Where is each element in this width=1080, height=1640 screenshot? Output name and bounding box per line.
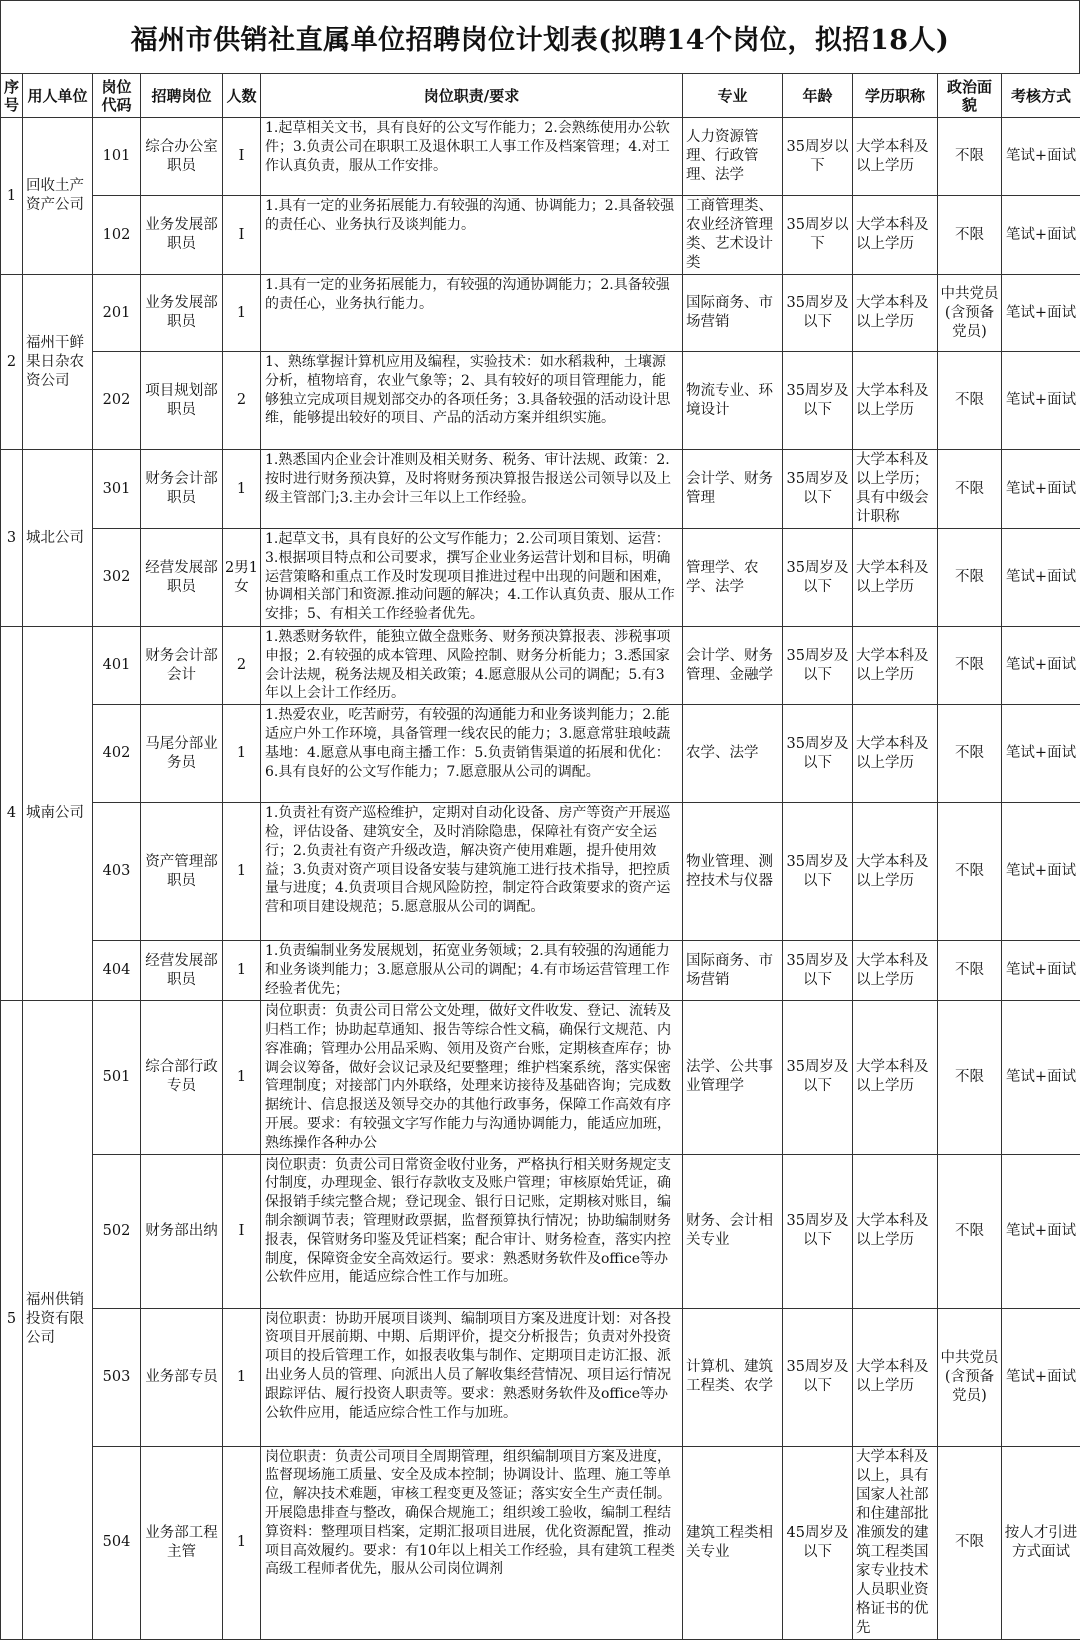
political-status: 中共党员(含预备党员) [938, 275, 1002, 352]
political-status: 不限 [938, 118, 1002, 196]
exam-method: 笔试+面试 [1002, 1154, 1080, 1308]
age-requirement: 35周岁以下 [783, 118, 853, 196]
job-duty: 岗位职责：负责公司日常公文处理，做好文件收发、登记、流转及归档工作；协助起草通知、报告等综合性文稿，确保行文规范、内容准确；管理办公用品采购、领用及资产台账，定期核查库存；协调会议筹备，做好会议记录及纪要整理；维护档案系统，落实保密管理制度；对接部门内外联络，处理来访接待及基础咨询；完成数据统计、信息报送及领导交办的其他行政事务，保障工作高效有序开展。要求：有较强文字写作能力与沟通协调能力，能适应加班，熟练操作各种办公 [261, 1001, 683, 1154]
age-requirement: 35周岁及以下 [783, 352, 853, 450]
major-requirement: 财务、会计相关专业 [683, 1154, 783, 1308]
table-row [1, 705, 1080, 803]
exam-method: 按人才引进方式面试 [1002, 1446, 1080, 1639]
headcount: 1 [223, 1446, 261, 1639]
major-requirement: 国际商务、市场营销 [683, 275, 783, 352]
major-requirement: 会计学、财务管理、金融学 [683, 627, 783, 705]
education-requirement: 大学本科及以上学历 [853, 627, 938, 705]
job-title: 项目规划部职员 [141, 352, 223, 450]
table-row [1, 352, 1080, 450]
major-requirement: 会计学、财务管理 [683, 450, 783, 529]
political-status: 不限 [938, 196, 1002, 275]
table-row [1, 275, 1080, 352]
exam-method: 笔试+面试 [1002, 1001, 1080, 1154]
headcount: 1 [223, 705, 261, 803]
headcount: 1 [223, 450, 261, 529]
age-requirement: 35周岁以下 [783, 196, 853, 275]
job-title: 马尾分部业务员 [141, 705, 223, 803]
age-requirement: 35周岁及以下 [783, 275, 853, 352]
header-post: 招聘岗位 [141, 74, 223, 118]
exam-method: 笔试+面试 [1002, 352, 1080, 450]
table-row [1, 627, 1080, 705]
job-code: 102 [93, 196, 141, 275]
age-requirement: 35周岁及以下 [783, 1154, 853, 1308]
education-requirement: 大学本科及以上学历 [853, 1001, 938, 1154]
unit-number: 2 [1, 275, 23, 450]
table-row [1, 1308, 1080, 1446]
education-requirement: 大学本科及以上学历 [853, 275, 938, 352]
unit-number: 4 [1, 627, 23, 1001]
table-row [1, 529, 1080, 627]
major-requirement: 法学、公共事业管理学 [683, 1001, 783, 1154]
header-code: 岗位代码 [93, 74, 141, 118]
age-requirement: 35周岁及以下 [783, 705, 853, 803]
job-code: 502 [93, 1154, 141, 1308]
political-status: 不限 [938, 705, 1002, 803]
job-title: 资产管理部职员 [141, 803, 223, 941]
job-duty: 1.熟悉财务软件，能独立做全盘账务、财务预决算报表、涉税事项申报；2.有较强的成本管理、风险控制、财务分析能力；3.悉国家会计法规，税务法规及相关政策；4.愿意服从公司的调配；5.有3年以上会计工作经历。 [261, 627, 683, 705]
education-requirement: 大学本科及以上学历 [853, 803, 938, 941]
job-duty: 1、熟练掌握计算机应用及编程，实验技术：如水稻栽种，土壤源分析，植物培育，农业气象等；2、具有较好的项目管理能力，能够独立完成项目规划部交办的各项任务；3.具备较强的活动设计思维，能够提出较好的项目、产品的活动方案并组织实施。 [261, 352, 683, 450]
political-status: 不限 [938, 941, 1002, 1001]
header-major: 专业 [683, 74, 783, 118]
major-requirement: 管理学、农学、法学 [683, 529, 783, 627]
exam-method: 笔试+面试 [1002, 803, 1080, 941]
unit-name: 城北公司 [23, 450, 93, 627]
age-requirement: 35周岁及以下 [783, 627, 853, 705]
political-status: 不限 [938, 803, 1002, 941]
job-title: 业务发展部职员 [141, 196, 223, 275]
exam-method: 笔试+面试 [1002, 450, 1080, 529]
table-row [1, 803, 1080, 941]
exam-method: 笔试+面试 [1002, 275, 1080, 352]
major-requirement: 工商管理类、农业经济管理类、艺术设计类 [683, 196, 783, 275]
headcount: 1 [223, 1308, 261, 1446]
job-duty: 岗位职责：负责公司项目全周期管理，组织编制项目方案及进度，监督现场施工质量、安全及成本控制；协调设计、监理、施工等单位，解决技术难题，审核工程变更及签证；落实安全生产责任制。开展隐患排查与整改，确保合规施工；组织竣工验收，编制工程结算资料：整理项目档案，定期汇报项目进展，优化资源配置，推动项目高效履约。要求：有10年以上相关工作经验，具有建筑工程类高级工程师者优先，服从公司岗位调剂 [261, 1446, 683, 1639]
major-requirement: 建筑工程类相关专业 [683, 1446, 783, 1639]
exam-method: 笔试+面试 [1002, 705, 1080, 803]
age-requirement: 35周岁及以下 [783, 1308, 853, 1446]
job-duty: 1.负责社有资产巡检维护，定期对自动化设备、房产等资产开展巡检，评估设备、建筑安全，及时消除隐患，保障社有资产安全运行；2.负责社有资产升级改造，解决资产使用难题，提升使用效益；3.负责对资产项目设备安装与建筑施工进行技术指导，把控质量与进度；4.负责项目合规风险防控，制定符合政策要求的资产运营和项目建设规范；5.愿意服从公司的调配。 [261, 803, 683, 941]
table-row [1, 1154, 1080, 1308]
exam-method: 笔试+面试 [1002, 1308, 1080, 1446]
education-requirement: 大学本科及以上学历 [853, 196, 938, 275]
header-duty: 岗位职责/要求 [261, 74, 683, 118]
table-row [1, 941, 1080, 1001]
headcount: 1 [223, 803, 261, 941]
major-requirement: 人力资源管理、行政管理、法学 [683, 118, 783, 196]
headcount: 2 [223, 352, 261, 450]
political-status: 不限 [938, 352, 1002, 450]
exam-method: 笔试+面试 [1002, 118, 1080, 196]
age-requirement: 35周岁及以下 [783, 450, 853, 529]
job-code: 101 [93, 118, 141, 196]
header-edu: 学历职称 [853, 74, 938, 118]
job-duty: 1.负责编制业务发展规划，拓宽业务领域；2.具有较强的沟通能力和业务谈判能力；3.愿意服从公司的调配；4.有市场运营管理工作经验者优先； [261, 941, 683, 1001]
major-requirement: 物流专业、环境设计 [683, 352, 783, 450]
header-unit: 用人单位 [23, 74, 93, 118]
job-duty: 1.具有一定的业务拓展能力.有较强的沟通、协调能力；2.具备较强的责任心、业务执行及谈判能力。 [261, 196, 683, 275]
headcount: 1 [223, 275, 261, 352]
political-status: 不限 [938, 1001, 1002, 1154]
job-code: 404 [93, 941, 141, 1001]
table-row [1, 450, 1080, 529]
job-title: 业务部专员 [141, 1308, 223, 1446]
major-requirement: 物业管理、测控技术与仪器 [683, 803, 783, 941]
job-code: 401 [93, 627, 141, 705]
job-code: 302 [93, 529, 141, 627]
age-requirement: 45周岁及以下 [783, 1446, 853, 1639]
recruitment-table [0, 73, 1080, 1640]
education-requirement: 大学本科及以上，具有国家人社部和住建部批准颁发的建筑工程类国家专业技术人员职业资格证书的优先 [853, 1446, 938, 1639]
job-code: 402 [93, 705, 141, 803]
unit-name: 福州供销投资有限公司 [23, 1001, 93, 1639]
major-requirement: 计算机、建筑工程类、农学 [683, 1308, 783, 1446]
job-duty: 1.熟悉国内企业会计准则及相关财务、税务、审计法规、政策：2.按时进行财务预决算，及时将财务预决算报告报送公司领导以及上级主管部门;3.主办会计三年以上工作经验。 [261, 450, 683, 529]
job-code: 403 [93, 803, 141, 941]
table-row [1, 1446, 1080, 1639]
table-row [1, 1001, 1080, 1154]
table-row [1, 196, 1080, 275]
exam-method: 笔试+面试 [1002, 627, 1080, 705]
political-status: 不限 [938, 627, 1002, 705]
headcount: 1 [223, 941, 261, 1001]
job-title: 财务部出纳 [141, 1154, 223, 1308]
major-requirement: 农学、法学 [683, 705, 783, 803]
job-title: 综合部行政专员 [141, 1001, 223, 1154]
age-requirement: 35周岁及以下 [783, 529, 853, 627]
political-status: 不限 [938, 529, 1002, 627]
job-duty: 1.具有一定的业务拓展能力，有较强的沟通协调能力；2.具备较强的责任心，业务执行能力。 [261, 275, 683, 352]
headcount: I [223, 196, 261, 275]
job-code: 501 [93, 1001, 141, 1154]
table-row [1, 118, 1080, 196]
job-title: 综合办公室职员 [141, 118, 223, 196]
unit-number: 5 [1, 1001, 23, 1639]
job-title: 财务会计部会计 [141, 627, 223, 705]
education-requirement: 大学本科及以上学历 [853, 1154, 938, 1308]
job-duty: 1.起草文书，具有良好的公文写作能力；2.公司项目策划、运营：3.根据项目特点和公司要求，撰写企业业务运营计划和目标，明确运营策略和重点工作及时发现项目推进过程中出现的问题和困难，协调相关部门和资源.推动问题的解决；4.工作认真负责、服从工作安排；5、有相关工作经验者优先。 [261, 529, 683, 627]
job-title: 业务部工程主管 [141, 1446, 223, 1639]
political-status: 不限 [938, 1154, 1002, 1308]
exam-method: 笔试+面试 [1002, 529, 1080, 627]
job-duty: 岗位职责：负责公司日常资金收付业务，严格执行相关财务规定支付制度，办理现金、银行存款收支及账户管理；审核原始凭证，确保报销手续完整合规；登记现金、银行日记账，定期核对账目，编制余额调节表；管理财政票据，监督预算执行情况；协助编制财务报表，保管财务印鉴及凭证档案；配合审计、财务检查，落实内控制度，保障资金安全高效运行。要求：熟悉财务软件及office等办公软件应用，能适应综合性工作与加班。 [261, 1154, 683, 1308]
education-requirement: 大学本科及以上学历 [853, 705, 938, 803]
job-code: 503 [93, 1308, 141, 1446]
unit-name: 城南公司 [23, 627, 93, 1001]
exam-method: 笔试+面试 [1002, 196, 1080, 275]
political-status: 不限 [938, 450, 1002, 529]
education-requirement: 大学本科及以上学历 [853, 1308, 938, 1446]
header-row [1, 74, 1080, 118]
header-no: 序号 [1, 74, 23, 118]
unit-name: 回收土产资产公司 [23, 118, 93, 275]
unit-name: 福州干鲜果日杂农资公司 [23, 275, 93, 450]
job-duty: 岗位职责：协助开展项目谈判、编制项目方案及进度计划：对各投资项目开展前期、中期、后期评价，提交分析报告；负责对外投资项目的投后管理工作，如报表收集与制作、定期项目走访汇报、派出业务人员的管理、向派出人员了解收集经营情况、项目运行情况跟踪评估、履行投资人职责等。要求：熟悉财务软件及office等办公软件应用，能适应综合性工作与加班。 [261, 1308, 683, 1446]
job-duty: 1.热爱农业，吃苦耐劳，有较强的沟通能力和业务谈判能力；2.能适应户外工作环境，具备管理一线农民的能力；3.愿意常驻琅岐蔬基地：4.愿意从事电商主播工作：5.负责销售渠道的拓展和优化：6.具有良好的公文写作能力；7.愿意服从公司的调配。 [261, 705, 683, 803]
age-requirement: 35周岁及以下 [783, 1001, 853, 1154]
major-requirement: 国际商务、市场营销 [683, 941, 783, 1001]
header-age: 年龄 [783, 74, 853, 118]
table-body [1, 118, 1080, 1640]
header-exam: 考核方式 [1002, 74, 1080, 118]
headcount: 2 [223, 627, 261, 705]
job-duty: 1.起草相关文书，具有良好的公文写作能力；2.会熟练使用办公软件；3.负责公司在职职工及退休职工人事工作及档案管理；4.对工作认真负责，服从工作安排。 [261, 118, 683, 196]
job-title: 经营发展部职员 [141, 941, 223, 1001]
headcount: 2男1女 [223, 529, 261, 627]
job-title: 财务会计部职员 [141, 450, 223, 529]
education-requirement: 大学本科及以上学历 [853, 529, 938, 627]
headcount: I [223, 118, 261, 196]
job-code: 504 [93, 1446, 141, 1639]
age-requirement: 35周岁及以下 [783, 941, 853, 1001]
exam-method: 笔试+面试 [1002, 941, 1080, 1001]
unit-number: 1 [1, 118, 23, 275]
header-politics: 政治面貌 [938, 74, 1002, 118]
political-status: 中共党员(含预备党员) [938, 1308, 1002, 1446]
job-code: 201 [93, 275, 141, 352]
education-requirement: 大学本科及以上学历 [853, 941, 938, 1001]
job-title: 经营发展部职员 [141, 529, 223, 627]
header-count: 人数 [223, 74, 261, 118]
headcount: 1 [223, 1001, 261, 1154]
job-code: 202 [93, 352, 141, 450]
unit-number: 3 [1, 450, 23, 627]
education-requirement: 大学本科及以上学历 [853, 352, 938, 450]
education-requirement: 大学本科及以上学历 [853, 118, 938, 196]
headcount: I [223, 1154, 261, 1308]
age-requirement: 35周岁及以下 [783, 803, 853, 941]
political-status: 不限 [938, 1446, 1002, 1639]
job-code: 301 [93, 450, 141, 529]
education-requirement: 大学本科及以上学历；具有中级会计职称 [853, 450, 938, 529]
job-title: 业务发展部职员 [141, 275, 223, 352]
sheet-title: 福州市供销社直属单位招聘岗位计划表(拟聘14个岗位，拟招18人) [0, 0, 1080, 73]
